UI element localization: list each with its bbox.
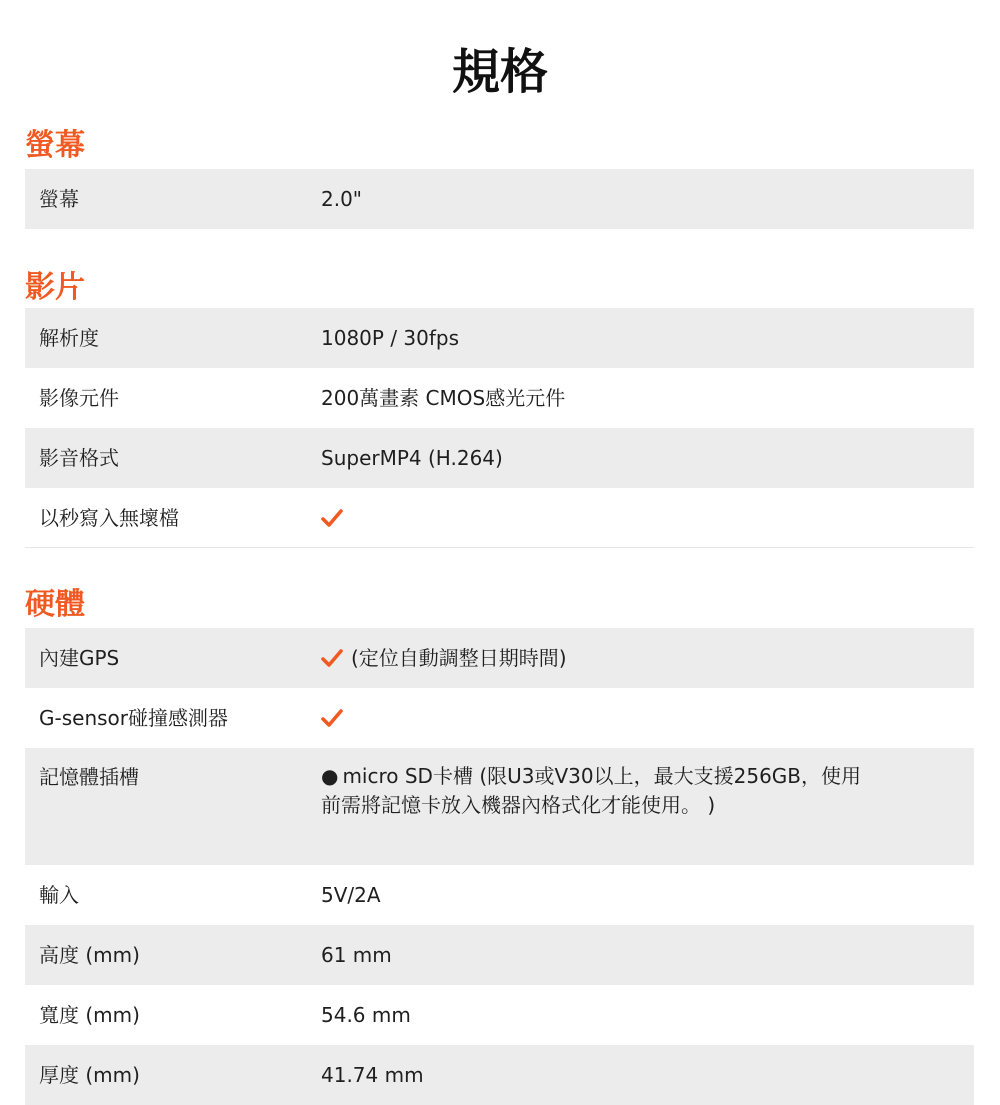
check-icon [321,707,343,729]
spec-value: 5V/2A [321,883,381,907]
spec-label: 寬度 (mm) [39,1003,140,1027]
spec-value-note: (定位自動調整日期時間) [351,646,567,670]
spec-row [25,748,974,865]
section-divider [25,547,974,548]
spec-row [25,308,974,368]
spec-label: 影像元件 [39,386,119,410]
spec-row [25,428,974,488]
spec-row [25,688,974,748]
spec-label: 以秒寫入無壞檔 [39,506,179,530]
check-icon [321,647,343,669]
spec-row [25,865,974,925]
spec-label: 解析度 [39,326,99,350]
page-title: 規格 [451,44,548,100]
spec-row [25,169,974,229]
spec-table-video [25,308,974,548]
spec-value: 2.0" [321,187,363,211]
spec-label: 高度 (mm) [39,943,140,967]
spec-value-text: micro SD卡槽 (限U3或V30以上，最大支援256GB，使用前需將記憶卡放入機器內格式化才能使用。 ) [321,764,862,817]
spec-label: G-sensor碰撞感測器 [39,706,228,730]
spec-row [25,925,974,985]
spec-value: 61 mm [321,943,392,967]
section-heading-screen: 螢幕 [25,128,85,163]
spec-table-hardware [25,628,974,1105]
spec-value: 41.74 mm [321,1063,424,1087]
spec-label: 輸入 [39,883,79,907]
section-heading-hardware: 硬體 [25,587,85,622]
spec-row [25,985,974,1045]
spec-label: 內建GPS [39,646,120,670]
spec-label: 記憶體插槽 [39,765,139,789]
spec-label: 厚度 (mm) [39,1063,140,1087]
spec-value: SuperMP4 (H.264) [321,446,503,470]
spec-value [321,748,974,865]
spec-table-screen [25,169,974,229]
spec-row [25,488,974,548]
bullet-icon: ● [321,764,339,788]
spec-row [25,1045,974,1105]
spec-label: 影音格式 [39,446,119,470]
spec-value [321,688,974,748]
spec-value [321,628,974,688]
spec-row [25,368,974,428]
spec-value: 1080P / 30fps [321,326,460,350]
spec-value: 54.6 mm [321,1003,411,1027]
spec-row [25,628,974,688]
spec-label: 螢幕 [39,187,79,211]
spec-value [321,488,974,548]
section-heading-video: 影片 [25,270,85,305]
spec-value: 200萬畫素 CMOS感光元件 [321,386,566,410]
check-icon [321,507,343,529]
